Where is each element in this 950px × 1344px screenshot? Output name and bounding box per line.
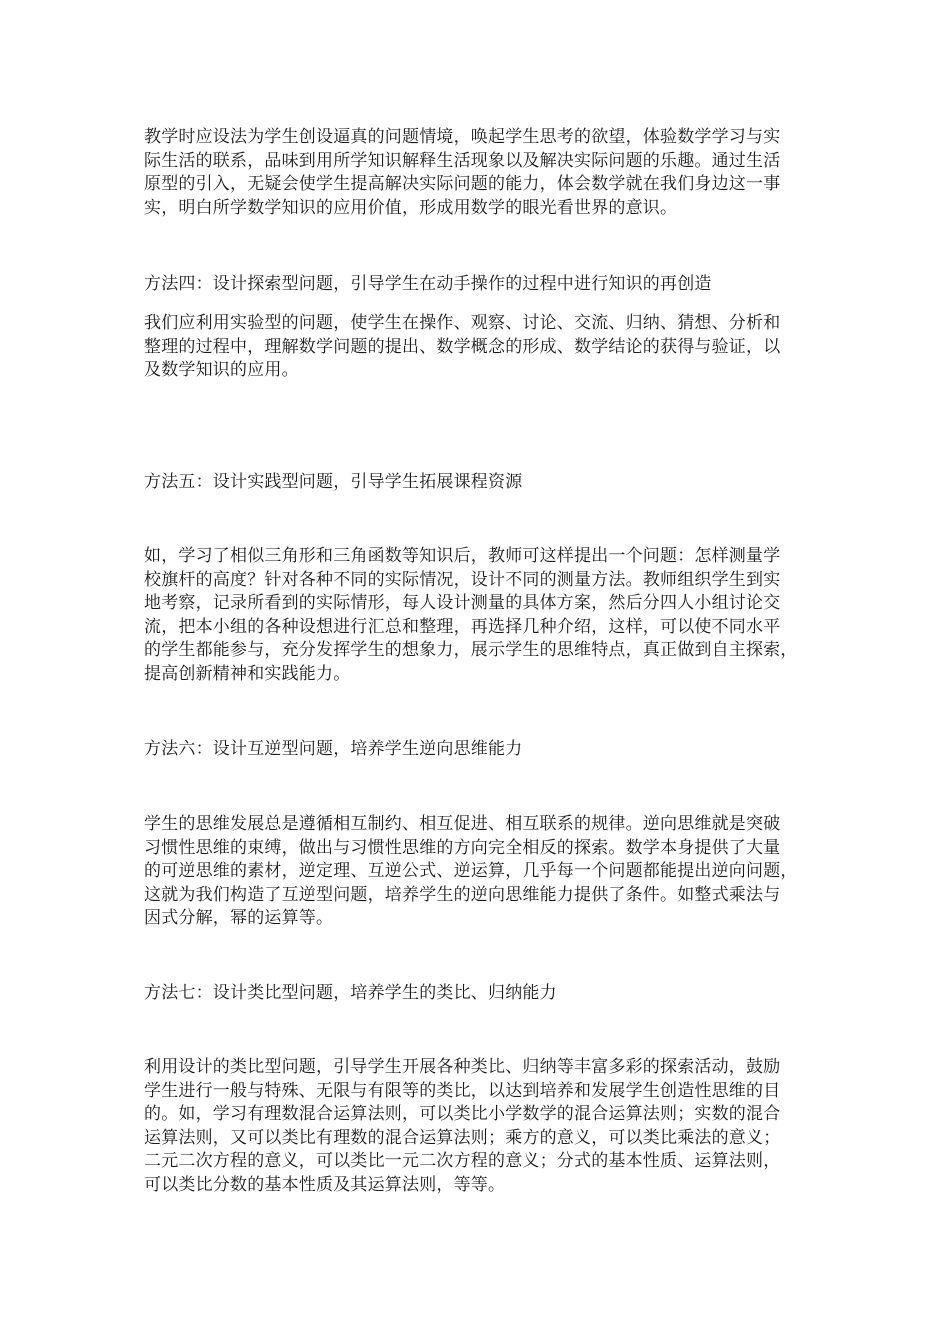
method7-paragraph: 利用设计的类比型问题，引导学生开展各种类比、归纳等丰富多彩的探索活动，鼓励 学生进行一般与特殊、无限与有限等的类比，以达到培养和发展学生创造性思维的目 的。如，学习有理数混合运算法则，可以类比小学数学的混合运算法则；实数的混合 运算法则，又可以类比有理数的混合运算法则；乘方的意义，可以类比乘法的意义； 二元二次方程的意义，可以类比一元二次方程的意义；分式的基本性质、运算法则， 可以类比分数的基本性质及其运算法则，等等。 [144,1057,781,1195]
intro-paragraph: 教学时应设法为学生创设逼真的问题情境，唤起学生思考的欲望，体验数学学习与实 际生活的联系，品味到用所学知识解释生活现象以及解决实际问题的乐趣。通过生活 原型的引入，无疑会使学生提高解决实际问题的能力，体会数学就在我们身边这一事 实，明白所学数学知识的应用价值，形成用数学的眼光看世界的意识。 [144,127,781,218]
method6-heading: 方法六：设计互逆型问题，培养学生逆向思维能力 [144,739,523,759]
method5-paragraph: 如，学习了相似三角形和三角函数等知识后，教师可这样提出一个问题：怎样测量学 校旗杆的高度？针对各种不同的实际情况，设计不同的测量方法。教师组织学生到实 地考察，记录所看到的实际情形，每人设计测量的具体方案，然后分四人小组讨论交 流，把本小组的各种设想进行汇总和整理，再选择几种介绍，这样，可以使不同水平 的学生都能参与，充分发挥学生的想象力，展示学生的思维特点，真正做到自主探索， 提高创新精神和实践能力。 [144,546,798,684]
method4-heading: 方法四：设计探索型问题，引导学生在动手操作的过程中进行知识的再创造 [144,274,712,294]
method4-paragraph: 我们应利用实验型的问题，使学生在操作、观察、讨论、交流、归纳、猜想、分析和 整理的过程中，理解数学问题的提出、数学概念的形成、数学结论的获得与验证，以 及数学知识的应用。 [144,313,781,381]
method7-heading: 方法七：设计类比型问题，培养学生的类比、归纳能力 [144,983,557,1003]
method6-paragraph: 学生的思维发展总是遵循相互制约、相互促进、相互联系的规律。逆向思维就是突破 习惯性思维的束缚，做出与习惯性思维的方向完全相反的探索。数学本身提供了大量 的可逆思维的素材，逆定理、互逆公式、逆运算，几乎每一个问题都能提出逆向问题， 这就为我们构造了互逆型问题，培养学生的逆向思维能力提供了条件。如整式乘法与 因式分解，幂的运算等。 [144,814,798,929]
method5-heading: 方法五：设计实践型问题，引导学生拓展课程资源 [144,472,523,492]
